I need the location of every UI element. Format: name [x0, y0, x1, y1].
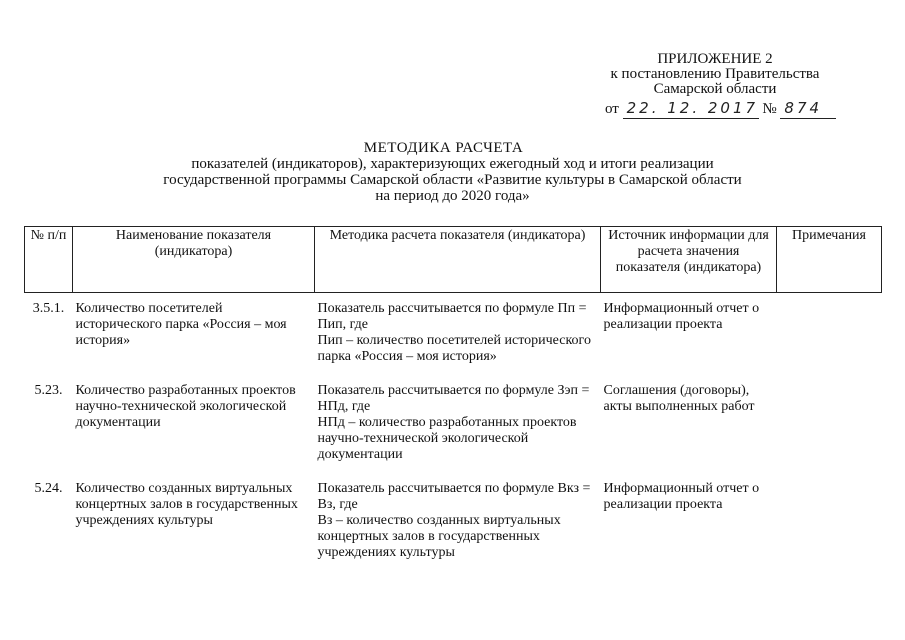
document-subtitle-2: государственной программы Самарской области «Развитие культуры в Самарской области [163, 172, 742, 188]
indicators-table [24, 226, 882, 579]
table-row [25, 481, 882, 579]
row-method [315, 383, 601, 481]
header-source: Источник информации для расчета значения показателя (индикатора) [601, 227, 777, 293]
number-field [780, 100, 836, 119]
row-indicator-name: Количество разработанных проектов научно-технической экологической документации [75, 383, 296, 430]
row-method-formula: Показатель рассчитывается по формуле Пп = Пип, где [317, 301, 587, 332]
appendix-header [560, 52, 870, 97]
date-handwritten: 22. 12. 2017 [626, 99, 759, 117]
number-prefix: № [762, 101, 777, 117]
row-source: Информационный отчет о реализации проекта [603, 301, 760, 332]
header-num: № п/п [25, 227, 73, 293]
row-method-description: Пип – количество посетителей исторического парка «Россия – моя история» [317, 333, 591, 364]
row-indicator-name: Количество посетителей исторического парка «Россия – моя история» [75, 301, 287, 348]
row-source: Соглашения (договоры), акты выполненных работ [603, 383, 755, 414]
document-subtitle-1: показателей (индикаторов), характеризующих ежегодный ход и итоги реализации [191, 156, 714, 172]
appendix-authority: Самарской области [653, 81, 777, 97]
appendix-title: ПРИЛОЖЕНИЕ 2 [657, 51, 773, 67]
header-method: Методика расчета показателя (индикатора) [315, 227, 601, 293]
row-note [777, 383, 882, 481]
date-prefix: от [605, 101, 619, 117]
row-num: 3.5.1. [32, 301, 65, 316]
row-note [777, 293, 882, 384]
row-source: Информационный отчет о реализации проекта [603, 481, 760, 512]
row-num: 5.23. [34, 383, 63, 398]
row-method-description: Вз – количество созданных виртуальных концертных залов в государственных учреждениях культуры [317, 513, 561, 560]
table-row [25, 383, 882, 481]
date-field [623, 100, 759, 119]
date-number-line [605, 100, 836, 119]
row-method [315, 481, 601, 579]
header-note: Примечания [777, 227, 882, 293]
number-handwritten: 874 [784, 99, 823, 117]
document-title: МЕТОДИКА РАСЧЕТА [363, 140, 524, 156]
row-num: 5.24. [34, 481, 63, 496]
row-method-formula: Показатель рассчитывается по формуле Зэп = НПд, где [317, 383, 590, 414]
header-name: Наименование показателя (индикатора) [73, 227, 315, 293]
row-note [777, 481, 882, 579]
appendix-subtitle: к постановлению Правительства [610, 66, 820, 82]
document-subtitle-3: на период до 2020 года» [375, 188, 530, 204]
row-method [315, 293, 601, 384]
table-row [25, 293, 882, 384]
row-method-description: НПд – количество разработанных проектов научно-технической экологической документации [317, 415, 577, 462]
row-indicator-name: Количество созданных виртуальных концертных залов в государственных учреждениях культуры [75, 481, 298, 528]
document-title-block [80, 140, 825, 204]
table-header-row [25, 227, 882, 293]
row-method-formula: Показатель рассчитывается по формуле Вкз = Вз, где [317, 481, 591, 512]
